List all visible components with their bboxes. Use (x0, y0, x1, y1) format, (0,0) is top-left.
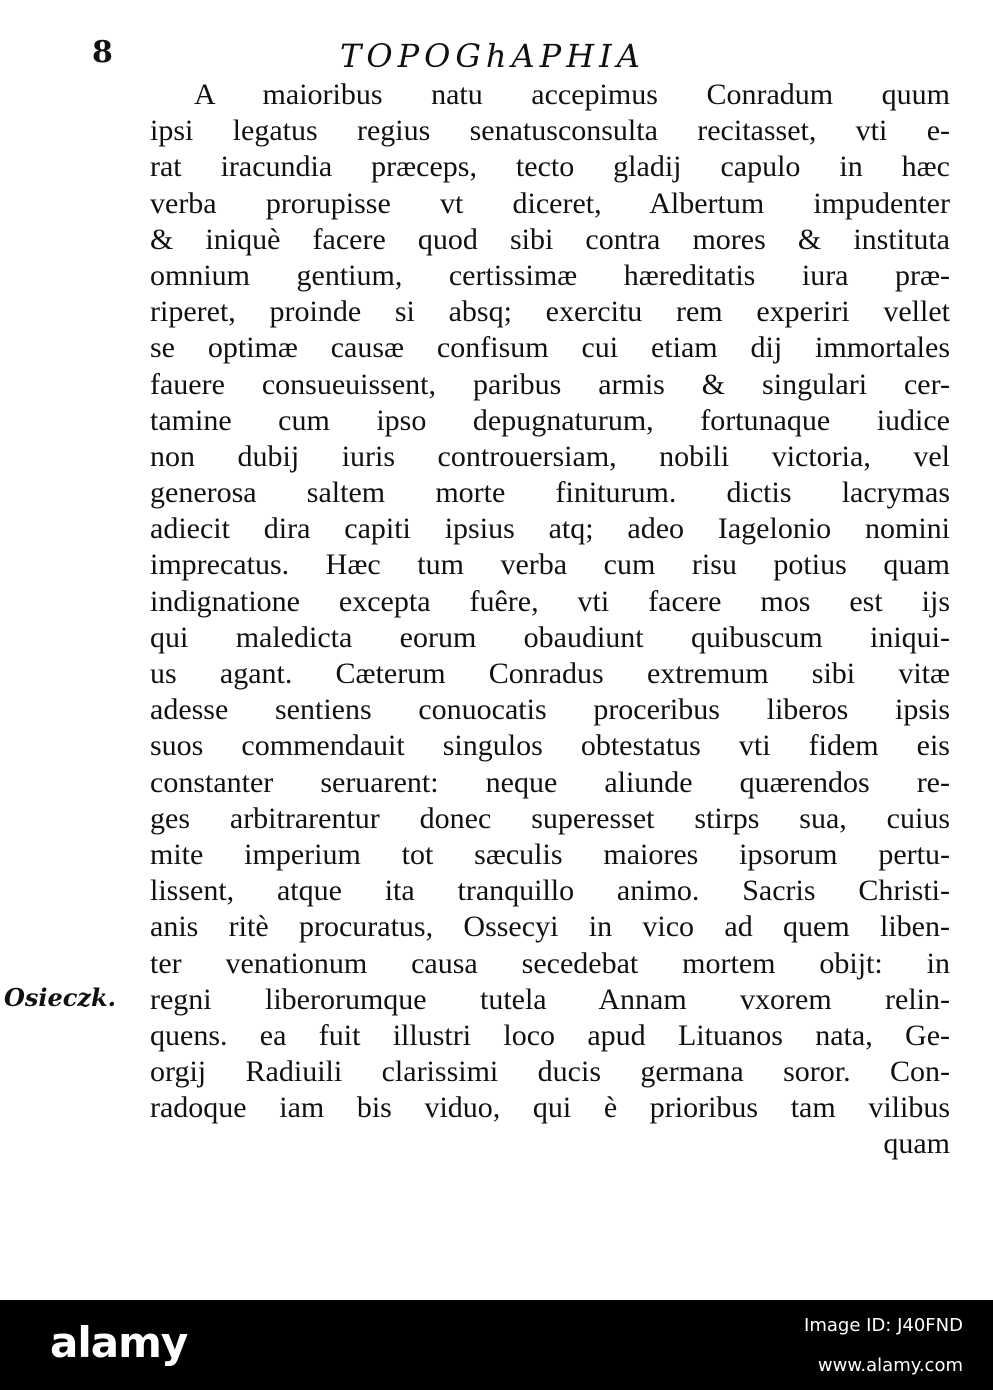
image-id: Image ID: J40FND (804, 1315, 963, 1336)
text-line: indignatione excepta fuêre, vti facere mos est ijs (150, 584, 950, 618)
text-line: fauere consueuissent, paribus armis & singulari cer- (150, 367, 950, 401)
body-text (150, 77, 950, 1163)
text-line: us agant. Cæterum Conradus extremum sibi vitæ (150, 657, 950, 690)
brand-logo: alamy (50, 1318, 188, 1367)
text-line: ter venationum causa secedebat mortem obijt: in (150, 946, 950, 980)
text-line: imprecatus. Hæc tum verba cum risu potius quam (150, 548, 950, 582)
text-line: verba prorupisse vt diceret, Albertum impudenter (150, 186, 950, 220)
text-line: generosa saltem morte finiturum. dictis lacrymas (150, 476, 950, 510)
text-line: regni liberorumque tutela Annam vxorem relin- (150, 982, 950, 1016)
text-line: tamine cum ipso depugnaturum, fortunaque iudice (150, 403, 950, 437)
text-line: mite imperium tot sæculis maiores ipsorum pertu- (150, 837, 950, 871)
text-line: se optimæ causæ confisum cui etiam dij immortales (150, 331, 950, 365)
text-line: lissent, atque ita tranquillo animo. Sacris Christi- (150, 874, 950, 908)
text-line: rat iracundia præceps, tecto gladij capulo in hæc (150, 150, 950, 184)
text-line: suos commendauit singulos obtestatus vti fidem eis (150, 729, 950, 763)
text-line: quens. ea fuit illustri loco apud Lituanos nata, Ge- (150, 1018, 950, 1052)
text-line: ipsi legatus regius senatusconsulta recitasset, vti e- (150, 114, 950, 148)
text-line: qui maledicta eorum obaudiunt quibuscum iniqui- (150, 620, 950, 654)
text-line: constanter seruarent: neque aliunde quærendos re- (150, 765, 950, 799)
text-line: ges arbitrarentur donec superesset stirps sua, cuius (150, 801, 950, 835)
watermark-footer (0, 1300, 993, 1390)
text-line: A maioribus natu accepimus Conradum quum (194, 78, 950, 111)
text-line: anis ritè procuratus, Ossecyi in vico ad quem liben- (150, 910, 950, 944)
marginal-note: Osieczk. (4, 983, 117, 1012)
running-head: TOPOGhAPHIA (340, 37, 645, 75)
text-line: non dubij iuris controuersiam, nobili victoria, vel (150, 439, 950, 473)
text-line: orgij Radiuili clarissimi ducis germana soror. Con- (150, 1055, 950, 1089)
text-line: & iniquè facere quod sibi contra mores & instituta (150, 222, 950, 256)
text-line: riperet, proinde si absq; exercitu rem experiri vellet (150, 295, 950, 329)
text-line: adesse sentiens conuocatis proceribus liberos ipsis (150, 693, 950, 727)
text-line: quam (883, 1127, 950, 1161)
page-number: 8 (92, 35, 113, 70)
text-line: adiecit dira capiti ipsius atq; adeo Iagelonio nomini (150, 512, 950, 546)
text-line: omnium gentium, certissimæ hæreditatis iura præ- (150, 258, 950, 292)
text-line: radoque iam bis viduo, qui è prioribus tam vilibus (150, 1091, 950, 1125)
site-url: www.alamy.com (817, 1355, 963, 1376)
